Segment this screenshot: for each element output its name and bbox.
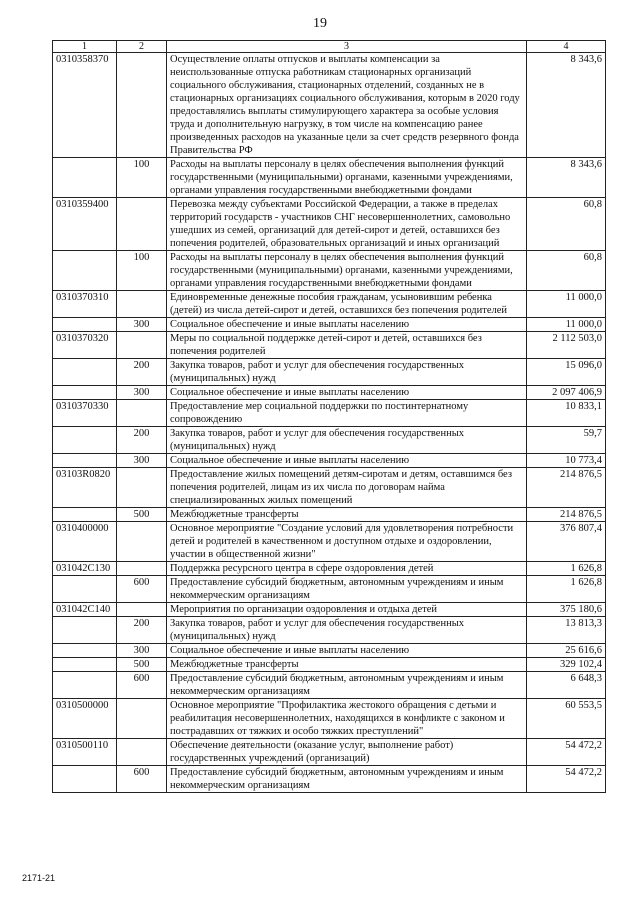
expense-type-cell [117, 562, 167, 576]
expense-type-cell: 100 [117, 158, 167, 198]
description-cell: Обеспечение деятельности (оказание услуг, выполнение работ) государственных учреждений (организаций) [167, 739, 527, 766]
amount-cell: 54 472,2 [527, 739, 606, 766]
table-row [53, 53, 606, 158]
description-cell: Мероприятия по организации оздоровления и отдыха детей [167, 603, 527, 617]
amount-cell: 6 648,3 [527, 672, 606, 699]
table-row [53, 522, 606, 562]
budget-code-cell [53, 359, 117, 386]
column-header: 1 [53, 41, 117, 53]
budget-code-cell [53, 658, 117, 672]
expense-type-cell: 200 [117, 427, 167, 454]
budget-code-cell: 0310500000 [53, 699, 117, 739]
table-row [53, 386, 606, 400]
budget-code-cell [53, 427, 117, 454]
description-cell: Предоставление субсидий бюджетным, автономным учреждениям и иным некоммерческим организациям [167, 672, 527, 699]
table-header-row [53, 41, 606, 53]
column-header: 4 [527, 41, 606, 53]
table-row [53, 644, 606, 658]
page-number: 19 [313, 16, 327, 31]
expense-type-cell: 600 [117, 576, 167, 603]
amount-cell: 11 000,0 [527, 291, 606, 318]
expense-type-cell: 500 [117, 508, 167, 522]
document-footer-code: 2171-21 [22, 873, 56, 883]
amount-cell: 375 180,6 [527, 603, 606, 617]
budget-code-cell [53, 576, 117, 603]
table-row [53, 251, 606, 291]
amount-cell: 329 102,4 [527, 658, 606, 672]
description-cell: Социальное обеспечение и иные выплаты населению [167, 644, 527, 658]
expense-type-cell [117, 522, 167, 562]
budget-code-cell: 0310500110 [53, 739, 117, 766]
amount-cell: 1 626,8 [527, 562, 606, 576]
amount-cell: 60 553,5 [527, 699, 606, 739]
expense-type-cell [117, 699, 167, 739]
description-cell: Предоставление субсидий бюджетным, автономным учреждениям и иным некоммерческим организациям [167, 766, 527, 793]
description-cell: Социальное обеспечение и иные выплаты населению [167, 318, 527, 332]
expense-type-cell [117, 198, 167, 251]
budget-code-cell: 0310370330 [53, 400, 117, 427]
table-row [53, 699, 606, 739]
table-body [53, 53, 606, 793]
amount-cell: 1 626,8 [527, 576, 606, 603]
amount-cell: 10 833,1 [527, 400, 606, 427]
description-cell: Основное мероприятие "Создание условий для удовлетворения потребности детей и родителей в качественном и доступном отдыхе и оздоровлении, участии в общественной жизни" [167, 522, 527, 562]
expense-type-cell [117, 603, 167, 617]
table-row [53, 454, 606, 468]
expense-type-cell [117, 53, 167, 158]
expense-type-cell: 300 [117, 644, 167, 658]
amount-cell: 2 097 406,9 [527, 386, 606, 400]
budget-code-cell [53, 508, 117, 522]
table-row [53, 198, 606, 251]
description-cell: Закупка товаров, работ и услуг для обеспечения государственных (муниципальных) нужд [167, 427, 527, 454]
description-cell: Перевозка между субъектами Российской Федерации, а также в пределах территорий государств - участников СНГ несовершеннолетних, самовольно ушедших из семей, организаций для детей-сирот и детей, оставшихся без попечения родителей, образовательных организаций и иных организаций [167, 198, 527, 251]
budget-code-cell [53, 386, 117, 400]
budget-table [52, 40, 606, 793]
table-row [53, 427, 606, 454]
amount-cell: 214 876,5 [527, 508, 606, 522]
description-cell: Основное мероприятие "Профилактика жестокого обращения с детьми и реабилитация несовершеннолетних, находящихся в конфликте с законом и пострадавших от тяжких и особо тяжких преступлений" [167, 699, 527, 739]
expense-type-cell: 300 [117, 386, 167, 400]
expense-type-cell: 200 [117, 617, 167, 644]
table-row [53, 332, 606, 359]
amount-cell: 8 343,6 [527, 53, 606, 158]
description-cell: Осуществление оплаты отпусков и выплаты компенсации за неиспользованные отпуска работникам стационарных организаций социального обслуживания, стационарных отделений, созданных не в стационарных организациях социального обслуживания, которым в 2020 году предоставлялись выплаты стимулирующего характера за особые условия труда и дополнительную нагрузку, в том числе на компенсацию ранее произведенных расходов на указанные цели за счет средств резервного фонда Правительства РФ [167, 53, 527, 158]
expense-type-cell: 100 [117, 251, 167, 291]
budget-code-cell [53, 251, 117, 291]
expense-type-cell [117, 291, 167, 318]
description-cell: Закупка товаров, работ и услуг для обеспечения государственных (муниципальных) нужд [167, 617, 527, 644]
amount-cell: 54 472,2 [527, 766, 606, 793]
expense-type-cell [117, 400, 167, 427]
description-cell: Расходы на выплаты персоналу в целях обеспечения выполнения функций государственными (муниципальными) органами, казенными учреждениями, органами управления государственными внебюджетными фондами [167, 158, 527, 198]
amount-cell: 11 000,0 [527, 318, 606, 332]
budget-code-cell [53, 617, 117, 644]
description-cell: Социальное обеспечение и иные выплаты населению [167, 386, 527, 400]
budget-code-cell [53, 318, 117, 332]
budget-code-cell: 0310370320 [53, 332, 117, 359]
budget-code-cell: 03103R0820 [53, 468, 117, 508]
budget-code-cell: 031042С130 [53, 562, 117, 576]
table-row [53, 658, 606, 672]
table-row [53, 766, 606, 793]
budget-code-cell [53, 644, 117, 658]
budget-code-cell [53, 158, 117, 198]
description-cell: Предоставление субсидий бюджетным, автономным учреждениям и иным некоммерческим организациям [167, 576, 527, 603]
description-cell: Поддержка ресурсного центра в сфере оздоровления детей [167, 562, 527, 576]
table-row [53, 603, 606, 617]
description-cell: Межбюджетные трансферты [167, 658, 527, 672]
expense-type-cell: 300 [117, 318, 167, 332]
description-cell: Единовременные денежные пособия гражданам, усыновившим ребенка (детей) из числа детей-сирот и детей, оставшихся без попечения родителей [167, 291, 527, 318]
amount-cell: 60,8 [527, 198, 606, 251]
expense-type-cell: 300 [117, 454, 167, 468]
description-cell: Меры по социальной поддержке детей-сирот и детей, оставшихся без попечения родителей [167, 332, 527, 359]
table-row [53, 468, 606, 508]
budget-code-cell: 031042С140 [53, 603, 117, 617]
column-header: 2 [117, 41, 167, 53]
description-cell: Расходы на выплаты персоналу в целях обеспечения выполнения функций государственными (муниципальными) органами, казенными учреждениями, органами управления государственными внебюджетными фондами [167, 251, 527, 291]
amount-cell: 13 813,3 [527, 617, 606, 644]
table-row [53, 318, 606, 332]
expense-type-cell: 200 [117, 359, 167, 386]
expense-type-cell: 600 [117, 672, 167, 699]
table-row [53, 739, 606, 766]
budget-code-cell [53, 672, 117, 699]
description-cell: Социальное обеспечение и иные выплаты населению [167, 454, 527, 468]
amount-cell: 2 112 503,0 [527, 332, 606, 359]
table-row [53, 576, 606, 603]
expense-type-cell [117, 468, 167, 508]
table-row [53, 400, 606, 427]
amount-cell: 8 343,6 [527, 158, 606, 198]
amount-cell: 59,7 [527, 427, 606, 454]
table-row [53, 359, 606, 386]
expense-type-cell: 500 [117, 658, 167, 672]
budget-code-cell: 0310358370 [53, 53, 117, 158]
budget-code-cell [53, 766, 117, 793]
description-cell: Межбюджетные трансферты [167, 508, 527, 522]
budget-code-cell: 0310400000 [53, 522, 117, 562]
description-cell: Предоставление мер социальной поддержки по постинтернатному сопровождению [167, 400, 527, 427]
table-row [53, 291, 606, 318]
amount-cell: 214 876,5 [527, 468, 606, 508]
budget-code-cell: 0310370310 [53, 291, 117, 318]
amount-cell: 10 773,4 [527, 454, 606, 468]
description-cell: Закупка товаров, работ и услуг для обеспечения государственных (муниципальных) нужд [167, 359, 527, 386]
table-row [53, 158, 606, 198]
expense-type-cell [117, 739, 167, 766]
amount-cell: 376 807,4 [527, 522, 606, 562]
table-row [53, 562, 606, 576]
expense-type-cell: 600 [117, 766, 167, 793]
description-cell: Предоставление жилых помещений детям-сиротам и детям, оставшимся без попечения родителей, лицам из их числа по договорам найма специализированных жилых помещений [167, 468, 527, 508]
amount-cell: 25 616,6 [527, 644, 606, 658]
table-row [53, 508, 606, 522]
amount-cell: 15 096,0 [527, 359, 606, 386]
budget-code-cell: 0310359400 [53, 198, 117, 251]
budget-code-cell [53, 454, 117, 468]
expense-type-cell [117, 332, 167, 359]
table-row [53, 617, 606, 644]
column-header: 3 [167, 41, 527, 53]
amount-cell: 60,8 [527, 251, 606, 291]
table-row [53, 672, 606, 699]
